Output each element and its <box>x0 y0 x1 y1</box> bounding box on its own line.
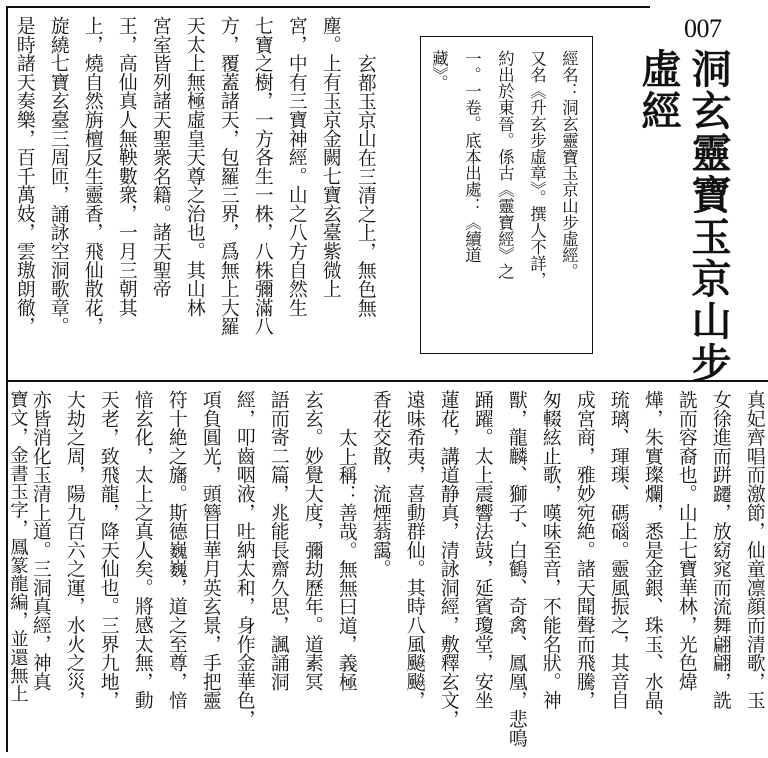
lower-text-line: 語而寄二篇，兆能長齋久思，諷誦洞 <box>267 390 289 691</box>
info-line: 經名：洞玄靈寶玉京山步虛經。 <box>559 50 579 280</box>
upper-text-line: 王，高仙真人無鞅數衆，一月三朝其 <box>115 16 137 317</box>
lower-text-line: 蓮花，講道静真，清詠洞經，敷釋玄文， <box>437 390 459 729</box>
lower-text-line: 天老，致飛龍，降天仙也。三界九地， <box>97 390 119 710</box>
upper-text-line: 塵。上有玉京金闕七寶玄臺紫微上 <box>319 16 341 298</box>
lower-text-line: 愔玄化，太上之真人矣。將感太無，動 <box>131 390 153 710</box>
lower-text-line: 香花交散，流煙蓊靄。 <box>369 390 391 578</box>
lower-text-line: 詵而容裔也。山上七寶華林，光色煒 <box>675 390 697 691</box>
lower-text-line: 獸，龍麟、獅子、白鶴、奇禽、鳳凰，悲鳴 <box>505 390 527 748</box>
info-line: 約出於東晉。係古《靈寶經》之 <box>495 50 515 280</box>
upper-text-line: 旋繞七寶玄臺三周匝，誦詠空洞歌章。 <box>47 16 69 336</box>
lower-text-line: 琉璃、琿璖、碼碯。靈風振之，其音自 <box>607 390 629 710</box>
info-line: 藏》。 <box>429 50 449 91</box>
lower-text-line: 成宮商，雅妙宛絶。諸天聞聲而飛騰， <box>573 390 595 710</box>
upper-text-line: 方，覆蓋諸天，包羅三界，爲無上大羅 <box>217 16 239 336</box>
lower-text-line: 太上稱：善哉。無無曰道，義極 <box>335 428 357 692</box>
document-number: 007 <box>684 14 722 43</box>
lower-text-line: 項負圓光，頭簪日華月英玄景，手把靈 <box>199 390 221 710</box>
section-divider <box>6 380 768 382</box>
lower-text-line: 經，叩齒咽液，吐納太和，身作金華色， <box>233 390 255 729</box>
lower-text-line: 匆輟絃止歌，嘆味至音，不能名狀。神 <box>539 390 561 710</box>
lower-text-line: 燁，朱實璨爛，悉是金銀、珠玉、水晶、 <box>641 390 663 729</box>
upper-text-line: 七寶之樹，一方各生一株，八株彌滿八 <box>251 16 273 336</box>
upper-text-line: 宮，中有三寶神經。山之八方自然生 <box>285 16 307 317</box>
lower-text-line: 寶文，金書玉字，鳳篆龍編，並還無上 <box>7 390 29 703</box>
upper-text-line: 玄都玉京山在三清之上，無色無 <box>354 54 376 318</box>
lower-text-line: 亦皆消化玉清上道。三洞真經，神真 <box>29 390 51 691</box>
upper-text-line: 天太上無極虛皇天尊之治也。其山林 <box>183 16 205 317</box>
title-line-2: 虛經 <box>635 48 681 132</box>
title-line-1: 洞玄靈寶玉京山步 <box>685 48 731 384</box>
lower-text-line: 大劫之周，陽九百六之運，水火之災， <box>63 390 85 710</box>
upper-text-line: 上，燒自然旃檀反生靈香，飛仙散花， <box>81 16 103 336</box>
lower-text-line: 踊躍。太上震響法鼓，延賓瓊堂，安坐 <box>471 390 493 710</box>
upper-text-line: 宮室皆列諸天聖衆名籍。諸天聖帝 <box>149 16 171 298</box>
lower-text-line: 玄玄。妙覺大度，彌劫歷年。道素冥 <box>301 390 323 691</box>
lower-text-line: 符十絶之旛。斯德巍巍，道之至尊，愔 <box>165 390 187 710</box>
lower-text-line: 真妃齊唱而激節，仙童凛顔而清歌，玉 <box>743 390 765 710</box>
info-line: 一。一卷。底本出處：《續道 <box>462 50 482 264</box>
lower-text-line: 女徐進而跰躚，放窈窕而流舞翩翩，詵 <box>709 390 731 710</box>
lower-text-line: 遠味希夷，喜動群仙。其時八風飈飈， <box>403 390 425 710</box>
info-line: 又名《升玄步虛章》。撰人不詳， <box>527 50 547 288</box>
top-border-rule <box>6 6 650 8</box>
upper-text-line: 是時諸天奏樂，百千萬妓，雲璈朗徹， <box>13 16 35 336</box>
